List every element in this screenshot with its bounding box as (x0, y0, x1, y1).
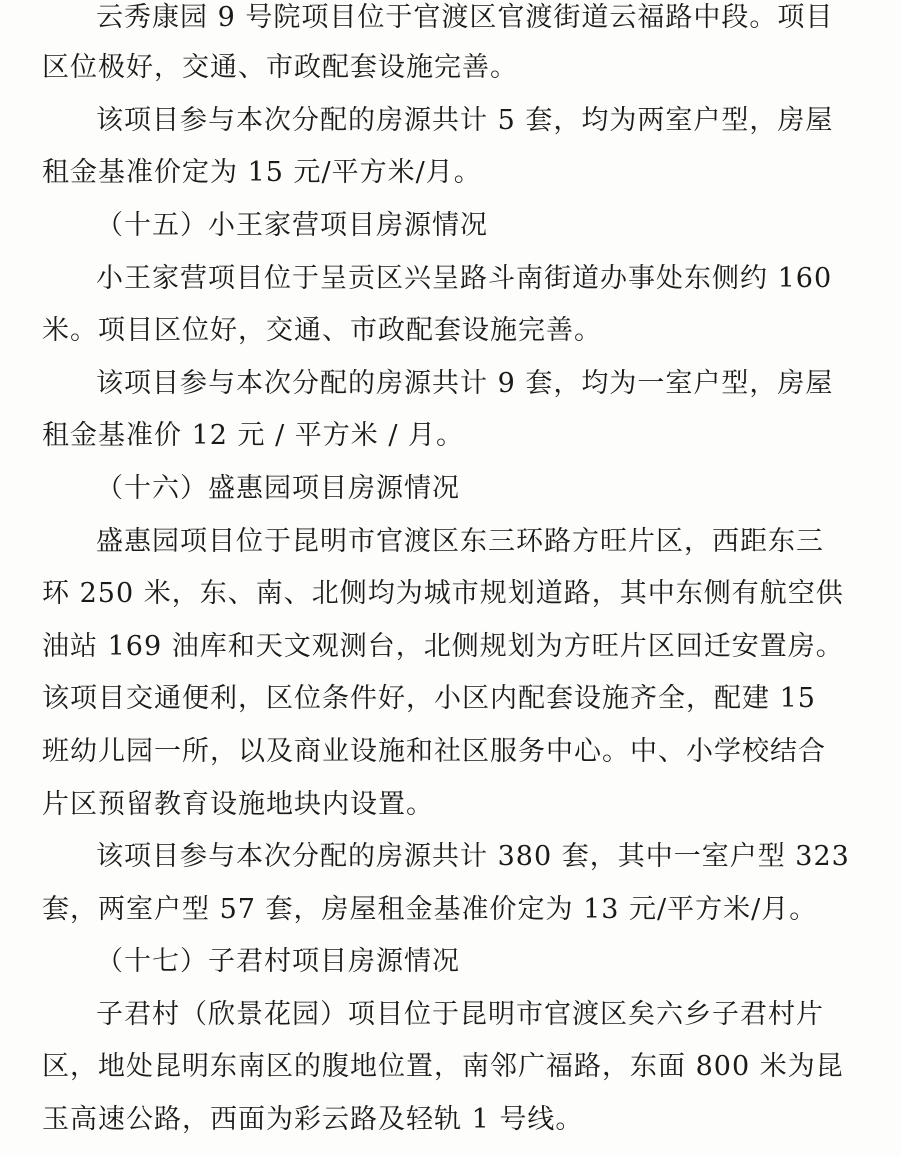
paragraph-line: 租金基准价 12 元 / 平方米 / 月。 (42, 420, 465, 451)
paragraph-line: 区，地处昆明东南区的腹地位置，南邻广福路，东面 800 米为昆 (42, 1051, 844, 1082)
paragraph-line: 玉高速公路，西面为彩云路及轻轨 1 号线。 (42, 1104, 584, 1135)
paragraph-line: 该项目参与本次分配的房源共计 9 套，均为一室户型，房屋 (96, 368, 834, 399)
paragraph-line: 班幼儿园一所，以及商业设施和社区服务中心。中、小学校结合 (42, 736, 826, 767)
paragraph-line: 米。项目区位好，交通、市政配套设施完善。 (42, 315, 602, 346)
section-heading: （十六）盛惠园项目房源情况 (96, 473, 460, 504)
paragraph-line: 云秀康园 9 号院项目位于官渡区官渡街道云福路中段。项目 (96, 2, 834, 33)
paragraph-line: 区位极好，交通、市政配套设施完善。 (42, 52, 518, 83)
paragraph-line: 小王家营项目位于呈贡区兴呈路斗南街道办事处东侧约 160 (96, 263, 833, 294)
paragraph-line: 该项目交通便利，区位条件好，小区内配套设施齐全，配建 15 (42, 683, 816, 714)
paragraph-line: 片区预留教育设施地块内设置。 (42, 789, 434, 820)
paragraph-line: 油站 169 油库和天文观测台，北侧规划为方旺片区回迁安置房。 (42, 631, 844, 662)
section-heading: （十七）子君村项目房源情况 (96, 946, 460, 977)
paragraph-line: 该项目参与本次分配的房源共计 5 套，均为两室户型，房屋 (96, 105, 834, 136)
paragraph-line: 套，两室户型 57 套，房屋租金基准价定为 13 元/平方米/月。 (42, 894, 818, 925)
paragraph-line: 租金基准价定为 15 元/平方米/月。 (42, 157, 482, 188)
paragraph-line: 环 250 米，东、南、北侧均为城市规划道路，其中东侧有航空供 (42, 578, 844, 609)
section-heading: （十五）小王家营项目房源情况 (96, 210, 488, 241)
paragraph-line: 子君村（欣景花园）项目位于昆明市官渡区矣六乡子君村片 (96, 999, 824, 1030)
paragraph-line: 该项目参与本次分配的房源共计 380 套，其中一室户型 323 (96, 841, 850, 872)
paragraph-line: 盛惠园项目位于昆明市官渡区东三环路方旺片区，西距东三 (96, 526, 824, 557)
